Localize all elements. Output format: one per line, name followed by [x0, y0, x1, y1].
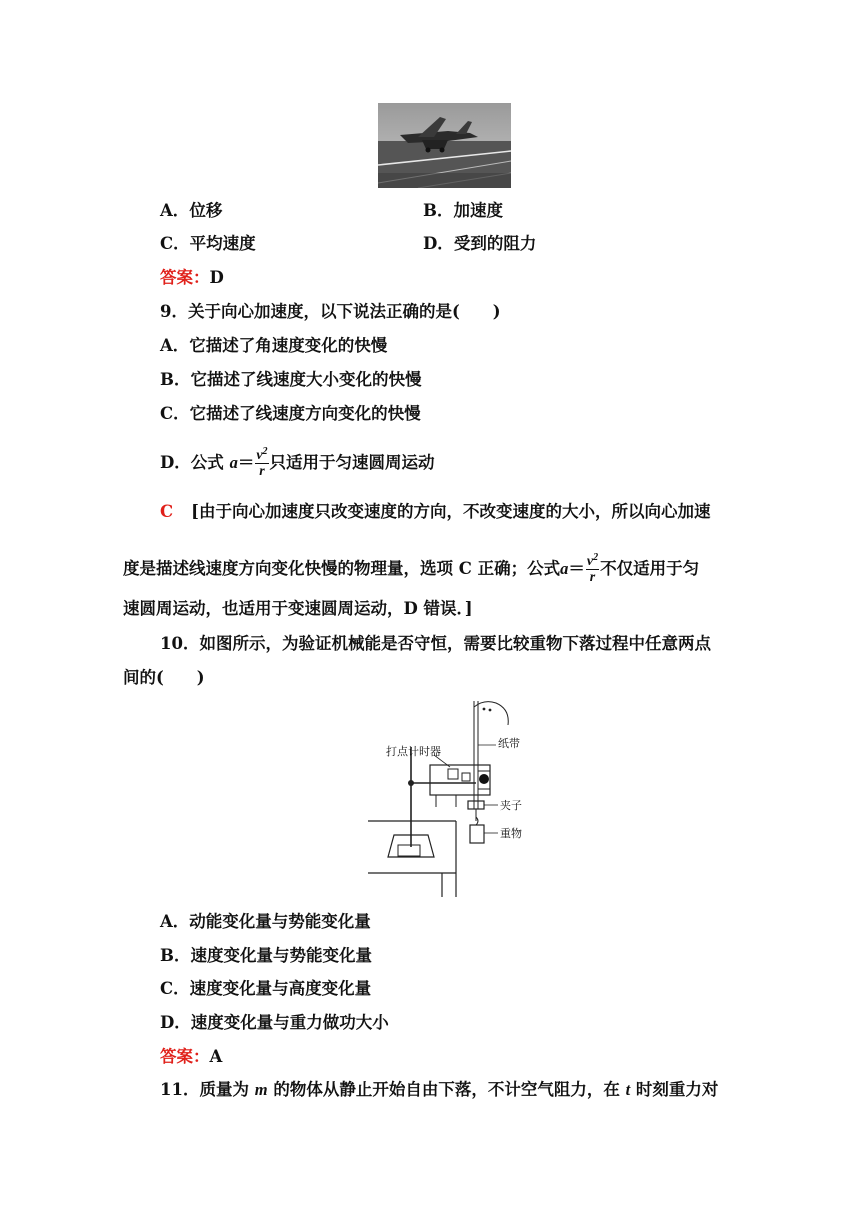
q8-answer: 答案：D — [160, 268, 224, 287]
q11-stem: 11．质量为 m 的物体从静止开始自由下落，不计空气阻力，在 t 时刻重力对 — [160, 1080, 719, 1099]
q8-option-c: C．平均速度 — [160, 234, 256, 253]
q8-option-d: D．受到的阻力 — [423, 234, 537, 253]
label-tape: 纸带 — [498, 737, 520, 750]
q10-option-b: B．速度变化量与势能变化量 — [160, 946, 372, 965]
q10-option-d: D．速度变化量与重力做功大小 — [160, 1013, 389, 1032]
q9-stem: 9．关于向心加速度，以下说法正确的是( ) — [160, 302, 501, 321]
label-weight: 重物 — [500, 827, 522, 840]
q9-option-b: B．它描述了线速度大小变化的快慢 — [160, 370, 422, 389]
label-timer: 打点计时器 — [386, 745, 441, 758]
q9-solution-line2: 度是描述线速度方向变化快慢的物理量，选项 C 正确；公式a＝ $\frac{v^2}{r}$ 不仅适用于匀 — [123, 552, 700, 585]
q10-stem-line2: 间的( ) — [123, 668, 205, 687]
q9-option-d: D．公式 a＝ $\frac{v^2}{r}$ 只适用于匀速圆周运动 — [160, 446, 435, 479]
q9-formula-fraction: $\frac{v^2}{r}$ — [256, 446, 268, 479]
q8-option-a: A．位移 — [160, 201, 223, 220]
q9-solution-fraction: $\frac{v^2}{r}$ — [586, 552, 599, 585]
label-clamp: 夹子 — [500, 799, 522, 812]
q9-option-c: C．它描述了线速度方向变化的快慢 — [160, 404, 421, 423]
q10-answer: 答案：A — [160, 1047, 223, 1066]
q10-option-c: C．速度变化量与高度变化量 — [160, 979, 372, 998]
free-fall-apparatus-diagram — [364, 697, 544, 897]
carrier-jet-photo — [378, 103, 511, 188]
q10-stem-line1: 10．如图所示，为验证机械能是否守恒，需要比较重物下落过程中任意两点 — [160, 634, 711, 653]
q8-option-b: B．加速度 — [423, 201, 503, 220]
q9-option-a: A．它描述了角速度变化的快慢 — [160, 336, 388, 355]
q9-solution-line1: C [由于向心加速度只改变速度的方向，不改变速度的大小，所以向心加速 — [160, 502, 711, 521]
q10-option-a: A．动能变化量与势能变化量 — [160, 912, 371, 931]
q9-solution-line3: 速圆周运动，也适用于变速圆周运动，D 错误．] — [123, 599, 473, 618]
